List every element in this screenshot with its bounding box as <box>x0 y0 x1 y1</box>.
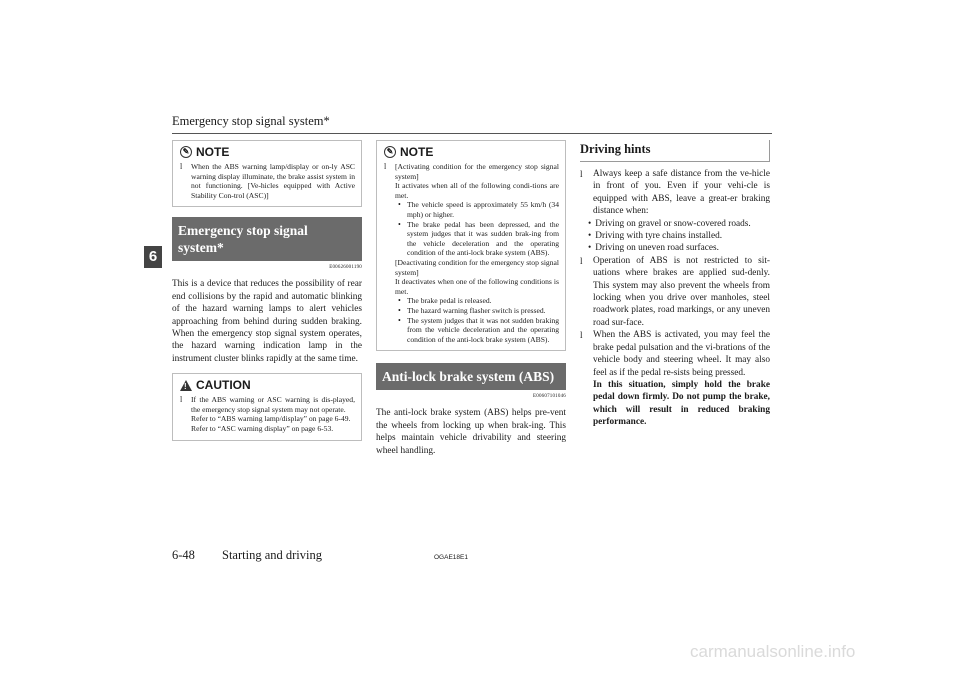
bullet-icon: l <box>180 395 183 405</box>
caution-line: Refer to “ASC warning display” on page 6-53. <box>191 424 334 433</box>
page-header: Emergency stop signal system* <box>172 114 330 128</box>
deactivating-intro: It deactivates when one of the following conditions is met. <box>395 277 559 296</box>
list-item: The hazard warning flasher switch is pressed. <box>407 305 546 315</box>
hint-sub: Driving on gravel or snow-covered roads. <box>595 218 751 229</box>
hint-text: Operation of ABS is not restricted to sit-uations where brakes are applied sud-denly. This system may also prevent the wheels from locking when you drive over manholes, steel roadwork plates, road markings, or any uneven road sur-face. <box>593 255 770 328</box>
warning-icon: ! <box>180 380 192 391</box>
hint-sub: Driving with tyre chains installed. <box>595 231 723 242</box>
note-label: NOTE <box>400 145 434 159</box>
sub-bullet: • <box>588 231 592 242</box>
bullet-icon: l <box>580 255 583 266</box>
column-1 <box>172 140 362 441</box>
note-label: NOTE <box>196 145 230 159</box>
hint-text: When the ABS is activated, you may feel the brake pedal pulsation and the vi-brations of the vehicle body and steering wheel. It may also feel as if the pedal re-sists being pressed. <box>593 330 770 378</box>
hint-sub: Driving on uneven road surfaces. <box>595 243 719 254</box>
sub-bullet: • <box>588 218 592 229</box>
driving-hints-title: Driving hints <box>580 140 770 162</box>
sub-bullet: • <box>398 200 401 210</box>
watermark: carmanualsonline.info <box>690 642 856 661</box>
sub-bullet: • <box>398 296 401 306</box>
list-item: The system judges that it was not sudden braking from the vehicle deceleration and the operating condition of the anti-lock brake system (ABS). <box>407 315 559 344</box>
bullet-icon: l <box>180 162 183 171</box>
page-number: 6-48 <box>172 548 195 562</box>
header-rule <box>172 133 772 134</box>
chapter-tab: 6 <box>144 246 162 268</box>
list-item: The vehicle speed is approximately 55 km/h (34 mph) or higher. <box>407 200 559 219</box>
activating-intro: It activates when all of the following condi-tions are met. <box>395 181 559 200</box>
list-item: The brake pedal is released. <box>407 296 492 306</box>
bullet-icon: l <box>384 162 387 171</box>
section-code: E00607101046 <box>533 394 566 400</box>
caution-box <box>172 373 362 440</box>
footer-code: OGAE18E1 <box>434 554 468 561</box>
column-3 <box>580 140 770 429</box>
caution-line: If the ABS warning or ASC warning is dis-played, the emergency stop signal system may not operate. <box>191 395 355 414</box>
section-title: Emergency stop signal system* <box>172 217 362 261</box>
note-text: When the ABS warning lamp/display or on-ly ASC warning display illuminate, the brake assist system in not functioning. [Ve-hicles equipped with Active Stability Con-trol (ASC)] <box>191 162 355 200</box>
sub-bullet: • <box>588 243 592 254</box>
section-title: Anti-lock brake system (ABS) <box>376 363 566 390</box>
footer-section: Starting and driving <box>222 548 322 562</box>
section-body: The anti-lock brake system (ABS) helps pre-vent the wheels from locking up when brak-ing. This helps maintain vehicle drivability and steering wheel handling. <box>376 408 566 456</box>
caution-line: Refer to “ABS warning lamp/display” on page 6-49. <box>191 414 351 424</box>
note-box <box>172 140 362 207</box>
bullet-icon: l <box>580 169 583 179</box>
section-code: E00626001190 <box>329 265 362 271</box>
sub-bullet: • <box>398 305 401 315</box>
note-box <box>376 140 566 351</box>
deactivating-heading: [Deactivating condition for the emergency stop signal system] <box>395 257 559 277</box>
column-2 <box>376 140 566 457</box>
hint-text: Always keep a safe distance from the ve-hicle in front of you. Even if your vehi-cle is equipped with ABS, leave a great-er braking distance when: <box>593 169 770 217</box>
list-item: The brake pedal has been depressed, and the system judges that it was sudden brak-ing from the vehicle deceleration and the operating condition of the anti-lock brake system (ABS). <box>407 219 559 258</box>
sub-bullet: • <box>398 219 401 229</box>
caution-label: CAUTION <box>196 378 251 393</box>
section-body: This is a device that reduces the possibility of rear end collisions by the rapid and automatic blinking of the hazard warning lamps to alert vehicles approaching from behind during sudden braking. When the emergency stop signal system operates, the hazard warning indication lamp in the instrument cluster blinks rapidly at the same time. <box>172 279 362 364</box>
sub-bullet: • <box>398 315 401 325</box>
bullet-icon: l <box>580 330 583 341</box>
note-icon: ✎ <box>384 146 396 158</box>
hint-bold-text: In this situation, simply hold the brake pedal down firmly. Do not pump the brake, which will result in reduced braking performance. <box>593 379 770 428</box>
note-icon: ✎ <box>180 146 192 158</box>
activating-heading: [Activating condition for the emergency stop signal system] <box>395 162 559 181</box>
